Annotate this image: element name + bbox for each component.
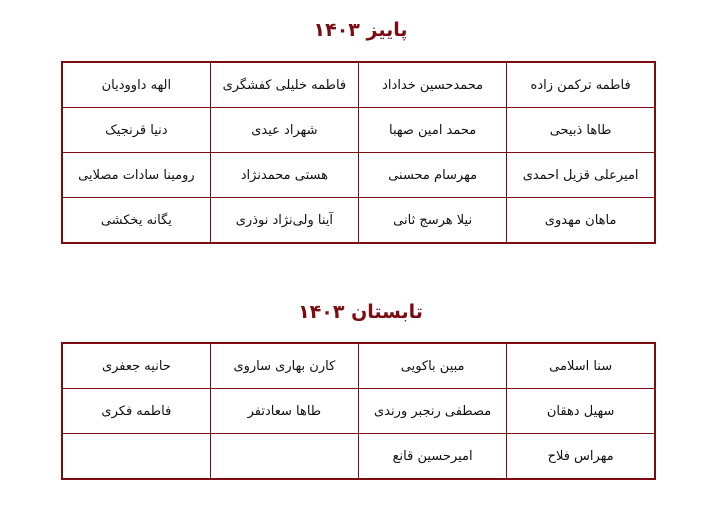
table-cell: مبین باکویی [359,343,507,389]
table-cell: دنیا قرنجیک [62,108,210,153]
roster-table-summer [61,342,656,480]
table-cell-empty [62,434,210,480]
table-row [62,198,655,244]
table-row [62,108,655,153]
table-cell-empty [210,434,358,480]
table-cell: فاطمه فکری [62,389,210,434]
table-cell: امیرحسین قانع [359,434,507,480]
table-cell: فاطمه ترکمن زاده [507,62,655,108]
table-row [62,153,655,198]
table-cell: یگانه یخکشی [62,198,210,244]
table-cell: سهیل دهقان [507,389,655,434]
table-cell: آینا ولی‌نژاد نوذری [210,198,358,244]
table-cell: نیلا هرسج ثانی [359,198,507,244]
table-cell: محمد امین صهبا [359,108,507,153]
table-cell: سنا اسلامی [507,343,655,389]
table-cell: ماهان مهدوی [507,198,655,244]
table-cell: مهراس فلاح [507,434,655,480]
table-cell: طاها سعادتفر [210,389,358,434]
table-cell: امیرعلی قزیل احمدی [507,153,655,198]
table-cell: الهه داوودیان [62,62,210,108]
table-row [62,343,655,389]
table-cell: حانیه جعفری [62,343,210,389]
table-cell: هستی محمدنژاد [210,153,358,198]
roster-table-autumn [61,61,656,244]
table-cell: فاطمه خلیلی کفشگری [210,62,358,108]
table-cell: شهراد عیدی [210,108,358,153]
table-cell: رومینا سادات مصلایی [62,153,210,198]
table-row [62,434,655,480]
section-title-summer: تابستان ۱۴۰۳ [298,301,423,323]
table-cell: مهرسام محسنی [359,153,507,198]
section-title-autumn: پاییز ۱۴۰۳ [313,19,408,41]
table-row [62,389,655,434]
table-cell: محمدحسین خداداد [359,62,507,108]
table-row [62,62,655,108]
table-cell: طاها ذبیحی [507,108,655,153]
table-cell: مصطفی رنجبر ورندی [359,389,507,434]
table-cell: کارن بهاری ساروی [210,343,358,389]
